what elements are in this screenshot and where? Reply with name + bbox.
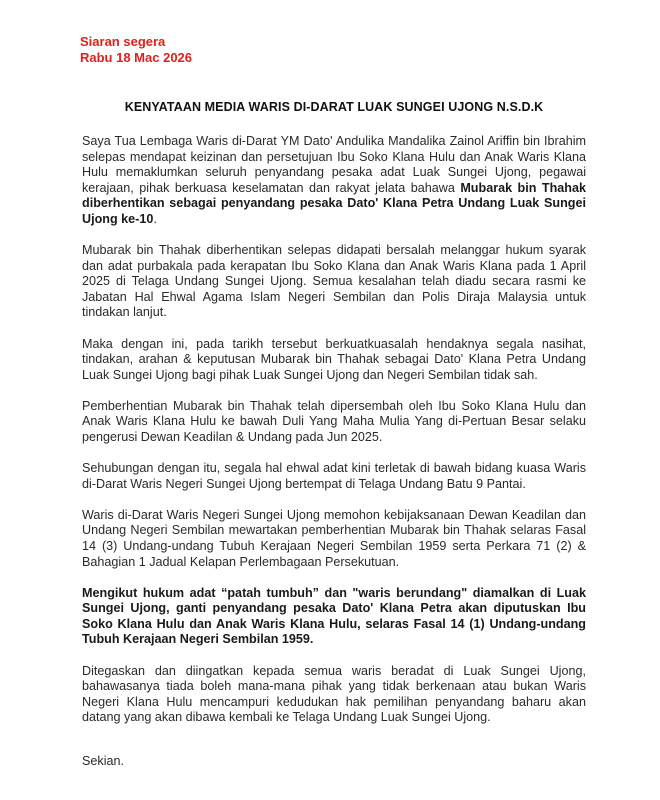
paragraph-1: Saya Tua Lembaga Waris di-Darat YM Dato' Andulika Mandalika Zainol Ariffin bin Ibrahim selepas mendapat keizinan dan persetujuan Ibu Soko Klana Hulu dan Anak Waris Klana Hulu memaklumkan seluruh penyandang pesaka adat Luak Sungei Ujong, pegawai kerajaan, pihak berkuasa keselamatan dan rakyat jelata bahawa Mubarak bin Thahak diberhentikan sebagai penyandang pesaka Dato' Klana Petra Undang Luak Sungei Ujong ke-10.: [82, 134, 586, 226]
paragraph-4: Pemberhentian Mubarak bin Thahak telah dipersembah oleh Ibu Soko Klana Hulu dan Anak Waris Klana Hulu ke bawah Duli Yang Maha Mulia Yang di-Pertuan Besar selaku pengerusi Dewan Keadilan & Undang pada Jun 2025.: [82, 398, 586, 444]
release-date: Rabu 18 Mac 2026: [80, 50, 193, 65]
paragraph-1-bold: Mubarak bin Thahak diberhentikan sebagai penyandang pesaka Dato' Klana Petra Undang Luak Sungei Ujong ke-10: [82, 180, 586, 226]
paragraph-5: Sehubungan dengan itu, segala hal ehwal adat kini terletak di bawah bidang kuasa Waris di-Darat Waris Negeri Sungei Ujong bertempat di Telaga Undang Batu 9 Pantai.: [82, 461, 586, 491]
closing-text: Sekian.: [82, 753, 125, 768]
document-title: KENYATAAN MEDIA WARIS DI-DARAT LUAK SUNGEI UJONG N.S.D.K: [124, 100, 544, 114]
paragraph-3: Maka dengan ini, pada tarikh tersebut berkuatkuasalah hendaknya segala nasihat, tindakan, arahan & keputusan Mubarak bin Thahak sebagai Dato' Klana Petra Undang Luak Sungei Ujong bagi pihak Luak Sungei Ujong dan Negeri Sembilan tidak sah.: [82, 336, 586, 382]
paragraph-8: Ditegaskan dan diingatkan kepada semua waris beradat di Luak Sungei Ujong, bahawasanya tiada boleh mana-mana pihak yang tidak berkenaan atau bukan Waris Negeri Klana Hulu mencampuri kedudukan hak pemilihan penyandang baharu akan datang yang akan dibawa kembali ke Telaga Undang Luak Sungei Ujong.: [82, 663, 586, 725]
paragraph-2: Mubarak bin Thahak diberhentikan selepas didapati bersalah melanggar hukum syarak dan adat purbakala pada kerapatan Ibu Soko Klana dan Anak Waris Klana pada 1 April 2025 di Telaga Undang Sungei Ujong. Semua kesalahan telah diadu secara rasmi ke Jabatan Hal Ehwal Agama Islam Negeri Sembilan dan Polis Diraja Malaysia untuk tindakan lanjut.: [82, 243, 586, 320]
paragraph-7-bold: Mengikut hukum adat “patah tumbuh” dan "waris berundang" diamalkan di Luak Sungei Ujong, ganti penyandang pesaka Dato' Klana Petra akan diputuskan Ibu Soko Klana Hulu dan Anak Waris Klana Hulu, selaras Fasal 14 (1) Undang-undang Tubuh Kerajaan Negeri Sembilan 1959.: [82, 585, 586, 647]
paragraph-6: Waris di-Darat Waris Negeri Sungei Ujong memohon kebijaksanaan Dewan Keadilan dan Undang Negeri Sembilan mewartakan pemberhentian Mubarak bin Thahak selaras Fasal 14 (3) Undang-undang Tubuh Kerajaan Negeri Sembilan 1959 serta Perkara 71 (2) & Bahagian 1 Jadual Kelapan Perlembagaan Persekutuan.: [82, 507, 586, 569]
release-label: Siaran segera: [80, 34, 166, 49]
